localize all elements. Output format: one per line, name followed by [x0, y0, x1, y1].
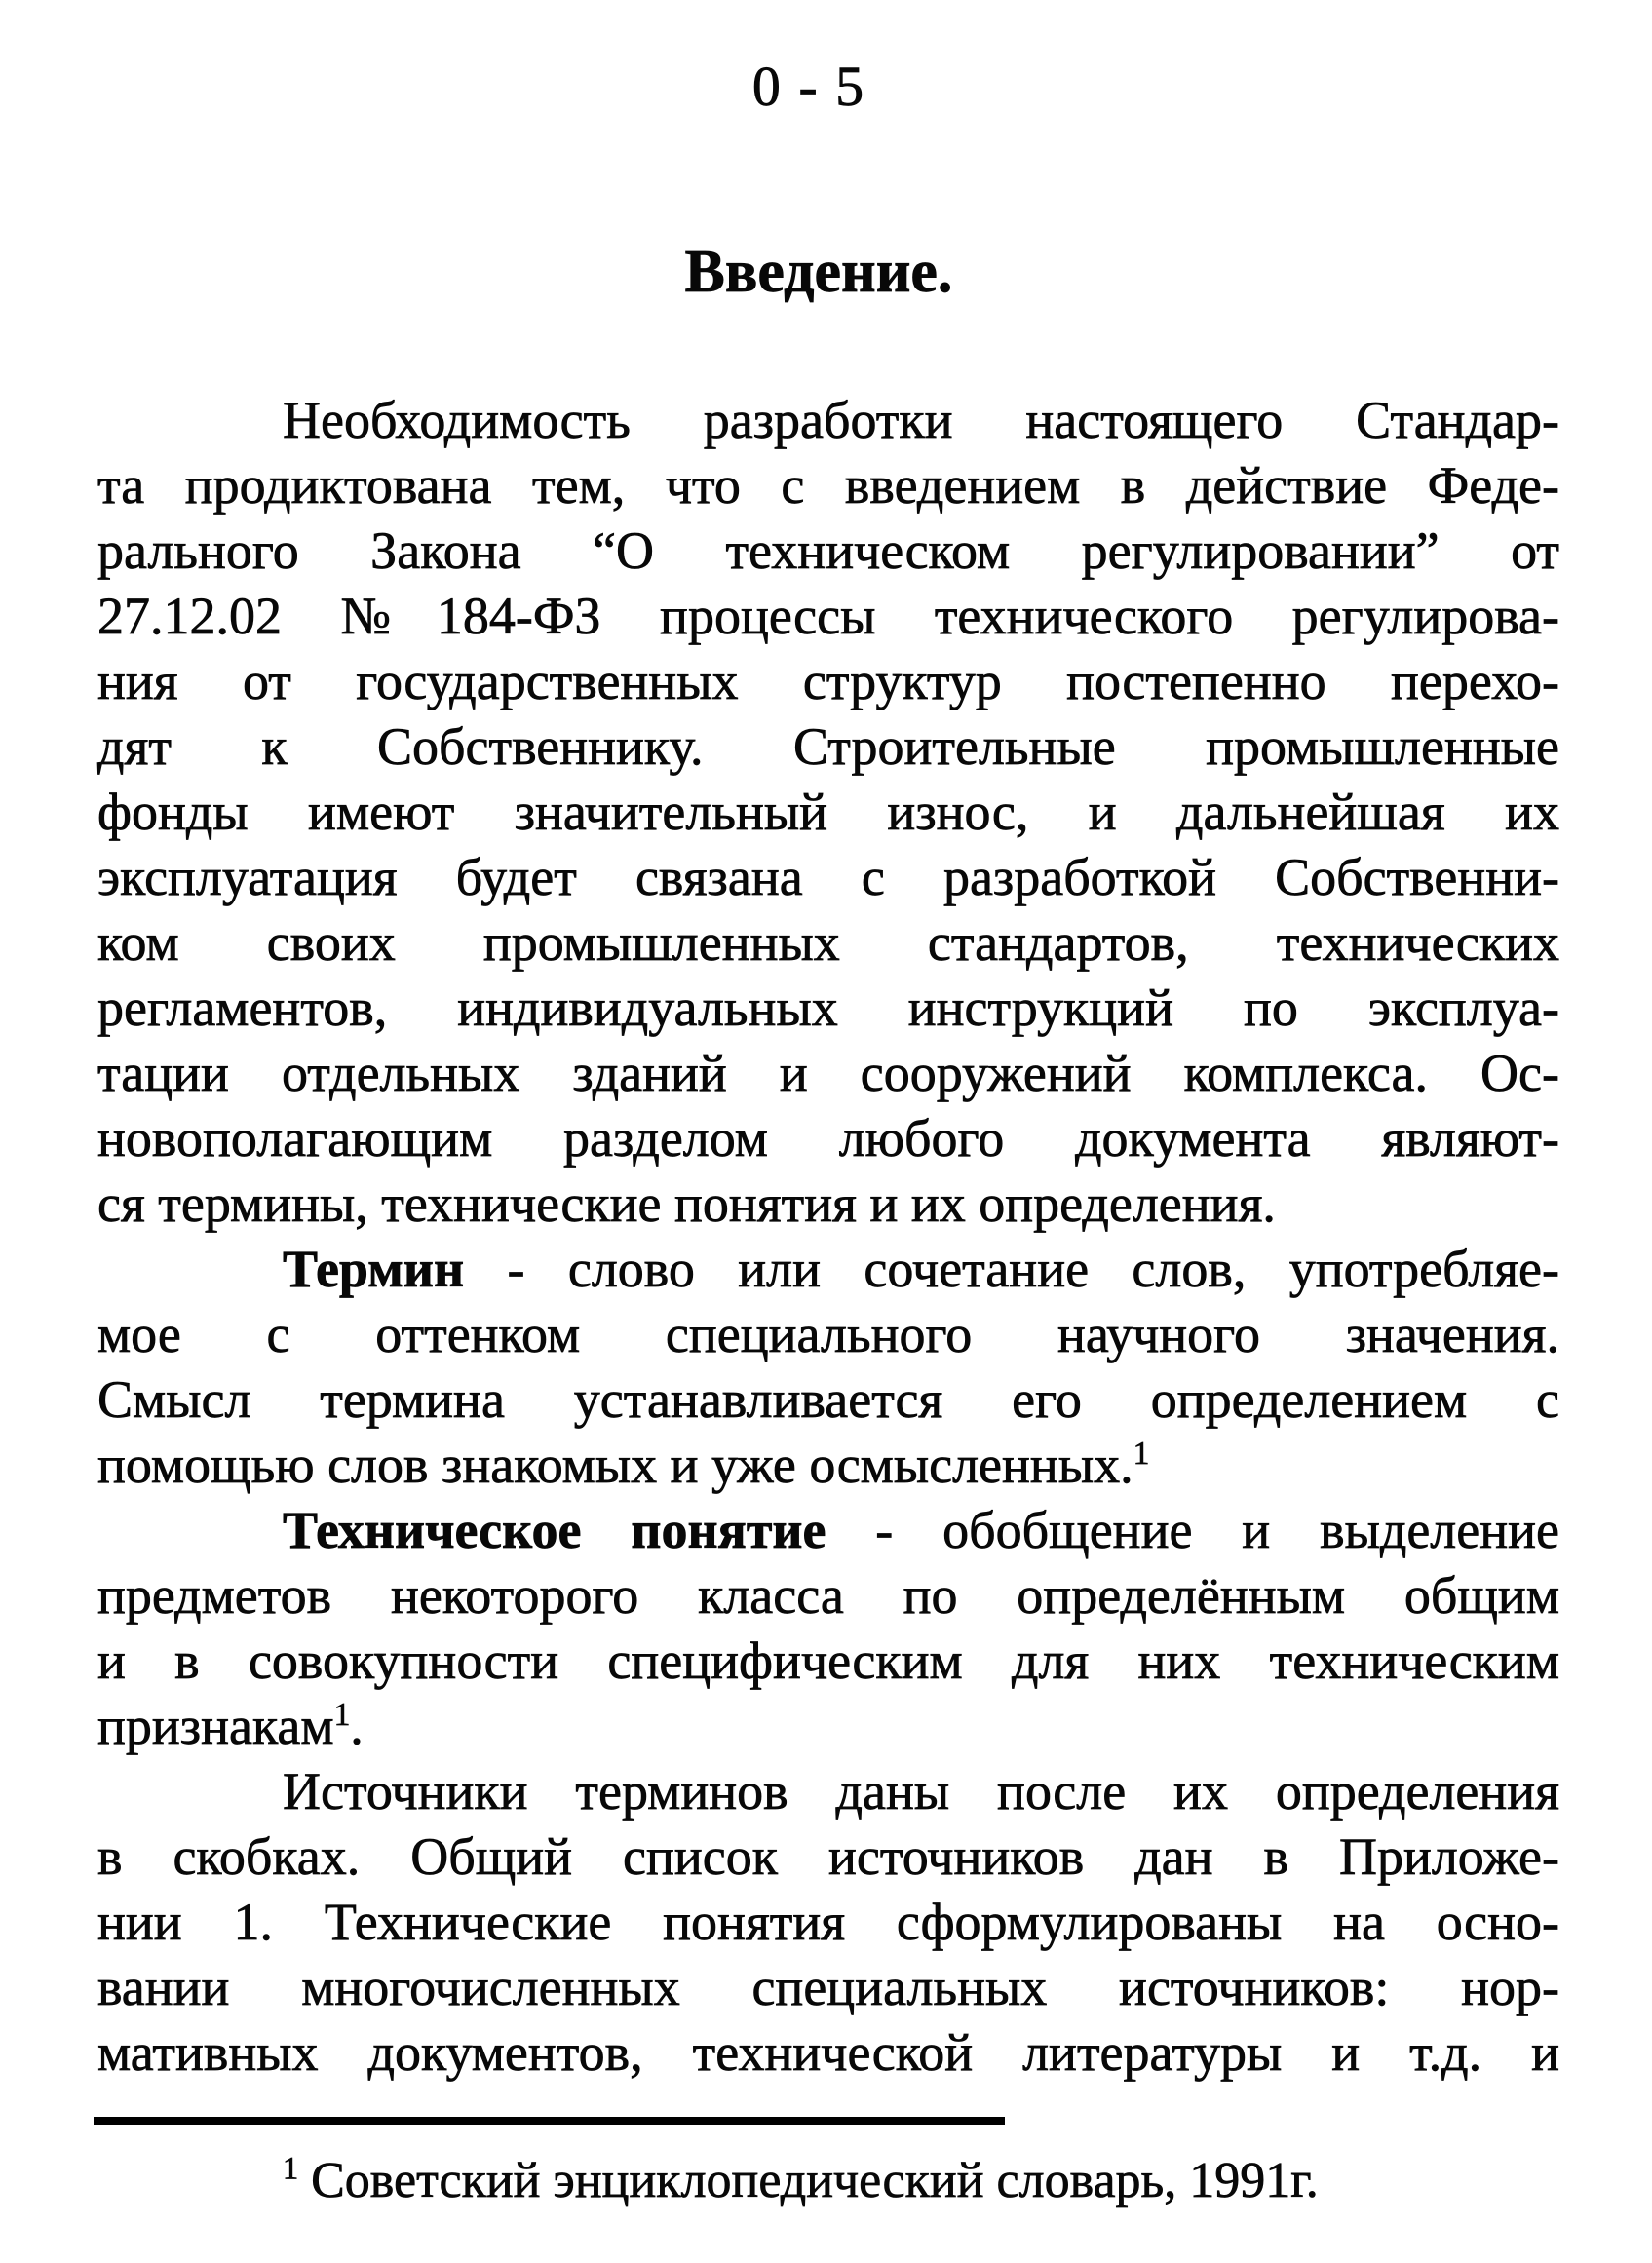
text-segment: фонды имеют значительный износ, и дальнейшая их [97, 783, 1559, 841]
text-line [97, 1563, 1559, 1629]
footnote-reference: 1 [333, 1697, 351, 1733]
footnote-separator [94, 2117, 1005, 2125]
text-line [97, 453, 1559, 518]
footnote [0, 2150, 1652, 2212]
text-line [97, 388, 1559, 453]
text-segment: эксплуатация будет связана с разработкой Собственни- [97, 848, 1559, 906]
text-line [97, 1498, 1559, 1563]
text-segment: помощью слов знакомых и уже осмысленных. [97, 1436, 1133, 1494]
text-segment: вании многочисленных специальных источников: нор- [97, 1958, 1559, 2016]
text-line [97, 2020, 1559, 2086]
page-number: 0 - 5 [751, 55, 866, 118]
text-segment: ния от государственных структур постепенно перехо- [97, 652, 1559, 710]
text-segment: Источники терминов даны после их определения [283, 1762, 1559, 1821]
term-emphasis: Техническое понятие [283, 1501, 826, 1559]
text-segment: и в совокупности специфическим для них техническим [97, 1631, 1559, 1690]
text-line [97, 584, 1559, 649]
text-segment: нии 1. Технические понятия сформулированы на осно- [97, 1893, 1559, 1951]
text-line [97, 976, 1559, 1041]
section-title: Введение. [684, 239, 953, 305]
text-line [97, 1759, 1559, 1824]
text-line [97, 1367, 1559, 1433]
text-segment: ся термины, технические понятия и их определения. [97, 1174, 1276, 1233]
text-line [97, 1890, 1559, 1955]
text-segment: регламентов, индивидуальных инструкций по эксплуа- [97, 978, 1559, 1037]
text-segment: мативных документов, технической литературы и т.д. и [97, 2023, 1559, 2082]
text-line [97, 1629, 1559, 1694]
text-line [97, 518, 1559, 584]
footnote-reference: 1 [1133, 1436, 1150, 1472]
text-segment: в скобках. Общий список источников дан в Приложе- [97, 1827, 1559, 1886]
text-segment: признакам [97, 1697, 334, 1755]
text-line [97, 714, 1559, 780]
document-body [0, 388, 1652, 2086]
text-segment: . [350, 1697, 364, 1755]
footnote-reference: 1 [283, 2150, 299, 2186]
text-line [97, 1824, 1559, 1890]
text-line [97, 780, 1559, 845]
text-segment: та продиктована тем, что с введением в действие Феде- [97, 456, 1559, 515]
text-segment: дят к Собственнику. Строительные промышленные [97, 717, 1559, 776]
text-segment: рального Закона “О техническом регулировании” от [97, 521, 1559, 580]
footnote-text [283, 2150, 1319, 2208]
text-segment: - обобщение и выделение [826, 1501, 1559, 1559]
text-line [97, 1302, 1559, 1367]
text-segment: 27.12.02 №184-ФЗ процессы технического регулирова- [97, 587, 1559, 645]
text-line [97, 649, 1559, 714]
text-line [97, 1955, 1559, 2020]
text-line [97, 1106, 1559, 1171]
text-line [97, 1237, 1559, 1302]
text-line [97, 1694, 1559, 1759]
text-line [97, 1041, 1559, 1106]
text-line [97, 1433, 1559, 1498]
text-segment: мое с оттенком специального научного значения. [97, 1305, 1559, 1363]
text-segment: Смысл термина устанавливается его определением с [97, 1370, 1559, 1429]
text-segment: Советский энциклопедический словарь, 1991г. [298, 2153, 1319, 2208]
text-line [97, 910, 1559, 976]
text-line [97, 845, 1559, 910]
text-segment: ком своих промышленных стандартов, технических [97, 913, 1559, 972]
text-line [97, 1171, 1559, 1237]
text-segment: тации отдельных зданий и сооружений комплекса. Ос- [97, 1044, 1559, 1102]
text-segment: новополагающим разделом любого документа являют- [97, 1109, 1559, 1168]
text-segment: предметов некоторого класса по определённым общим [97, 1566, 1559, 1625]
term-emphasis: Термин [283, 1240, 465, 1298]
text-segment: Необходимость разработки настоящего Стандар- [283, 391, 1559, 449]
text-segment: - слово или сочетание слов, употребляе- [464, 1240, 1559, 1298]
